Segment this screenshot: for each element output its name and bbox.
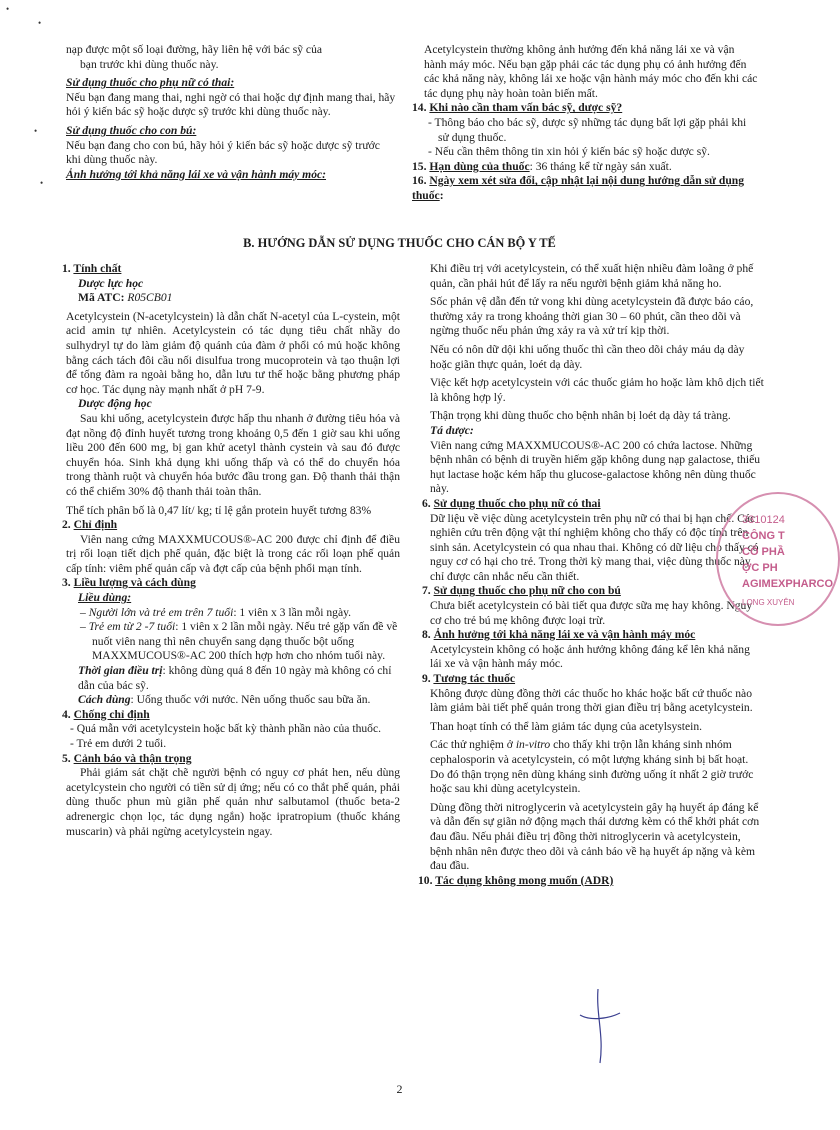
pharmacodynamics-text: Acetylcystein (N-acetylcystein) là dẫn chất N-acetyl của L-cystein, một acid amin tự nhiên. Acetylcystein có tác dụng tiêu chất nhầy do sulhydryl tự do làm giảm độ quánh của đàm ở phổi có mủ hoặc không bằng cách tách đôi cầu nối disulfua trong mucoprotein và tạo thuận lợi để tống đàm ra ngoài bằng ho, dẫn lưu tư thế hoặc bằng phương pháp cơ học. Tác dụng này mạnh nhất ở pH 7-9.	[66, 309, 400, 396]
section-14-heading: 14. Khi nào cần tham vấn bác sỹ, dược sỹ?	[412, 101, 623, 115]
pharmacokinetics-text: Thể tích phân bố là 0,47 lít/ kg; tỉ lệ gắn protein huyết tương 83%	[66, 503, 372, 517]
part-a-left-column	[66, 43, 396, 182]
pregnancy-text: Nếu bạn đang mang thai, nghi ngờ có thai hoặc dự định mang thai, hãy hỏi ý kiến bác sỹ hoặc dược sỹ trước khi dùng thuốc này.	[66, 90, 396, 119]
pharmacokinetics-title: Dược động học	[78, 397, 152, 411]
excipients-text: Viên nang cứng MAXXMUCOUS®-AC 200 có chứa lactose. Những bệnh nhân có bệnh di truyền hiếm gặp không dung nạp galactose, thiếu hụt lactase hoặc kém hấp thu glucose-galactose không nên dùng thuốc này.	[430, 438, 761, 496]
interaction-text: Không được dùng đồng thời các thuốc ho khác hoặc bất cứ thuốc nào làm giảm bài tiết phế quản trong thời gian điều trị bằng acetylcystein.	[430, 686, 753, 715]
pharmacodynamics-title: Dược lực học	[78, 276, 144, 290]
section-3-heading: 3. Liều lượng và cách dùng	[62, 576, 196, 590]
warnings-text: Thận trọng khi dùng thuốc cho bệnh nhân bị loét dạ dày tá tràng.	[430, 409, 731, 423]
section-4-heading: 4. Chống chỉ định	[62, 707, 150, 721]
signature-mark	[560, 985, 640, 1075]
margin-mark: •	[6, 4, 10, 14]
section-title-pregnancy: Sử dụng thuốc cho phụ nữ có thai:	[66, 76, 235, 90]
indication-text: Viên nang cứng MAXXMUCOUS®-AC 200 được chỉ định để điều trị rối loạn tiết dịch phế quản, đặc biệt là trong các rối loạn phế quản cấp tính: viêm phế quản cấp và đợt cấp của bệnh phổi mạn tính.	[66, 532, 400, 575]
driving-text: Acetylcystein thường không ảnh hưởng đến khả năng lái xe và vận hành máy móc. Nếu bạn gặp phải các tác dụng phụ có ảnh hưởng đến các khả năng này, không lái xe hoặc vận hành máy móc cho đến khi các tác dụng phụ này hoàn toàn biến mất.	[424, 43, 758, 100]
page-number: 2	[396, 1082, 403, 1096]
part-b-heading: B. HƯỚNG DẪN SỬ DỤNG THUỐC CHO CÁN BỘ Y TẾ	[243, 236, 556, 250]
section-16-heading: 16. Ngày xem xét sửa đổi, cập nhật lại nội dung hướng dẫn sử dụng thuốc:	[412, 174, 745, 202]
section-14-item: - Thông báo cho bác sỹ, dược sỹ những tác dụng bất lợi gặp phải khi sử dụng thuốc.	[428, 115, 747, 144]
warnings-text: Khi điều trị với acetylcystein, có thể xuất hiện nhiều đàm loãng ở phế quản, cần phải hút để lấy ra nếu người bệnh giảm khả năng ho.	[430, 262, 754, 290]
pharmacokinetics-text: Sau khi uống, acetylcystein được hấp thu nhanh ở đường tiêu hóa và đạt nồng độ đỉnh huyết tương trong khoảng 0,5 đến 1 giờ sau khi uống liều 200 đến 600 mg, bị gan khử acetyl thành cystein và sau đó được chuyển hóa. Sinh khả dụng khi uống thấp và có thể do chuyển hóa trong thành ruột và chuyển hóa bước đầu trong gan. Độ thanh thải thận có thể chiếm 30% độ thanh thải toàn thân.	[66, 411, 400, 498]
section-15-line: 15. Hạn dùng của thuốc: 36 tháng kể từ ngày sản xuất.	[412, 159, 672, 173]
company-stamp: 3310124 CÔNG T CỔ PHẦ ỢC PH AGIMEXPHARCO LONG XUYÊN	[716, 492, 840, 626]
section-8-heading: 8. Ảnh hưởng tới khả năng lái xe và vận hành máy móc	[422, 628, 696, 642]
section-2-heading: 2. Chỉ định	[62, 518, 118, 532]
section-7-heading: 7. Sử dụng thuốc cho phụ nữ cho con bú	[422, 584, 621, 598]
dosage-title: Liều dùng:	[78, 591, 132, 605]
lactation-text: Chưa biết acetylcystein có bài tiết qua được sữa mẹ hay không. Nguy cơ cho trẻ bú mẹ không được loại trừ.	[430, 599, 753, 627]
section-6-heading: 6. Sử dụng thuốc cho phụ nữ có thai	[422, 496, 601, 510]
warnings-text: Phải giám sát chặt chẽ người bệnh có nguy cơ phát hen, nếu dùng acetylcystein cho người có tiền sử dị ứng; nếu có co thắt phế quản, phải dùng thuốc phun mù giãn phế quản như salbutamol (thuốc beta-2 adrenergic chọn lọc, tác dụng ngắn) hoặc ipratropium (thuốc kháng muscarin) và phải ngừng acetylcystein ngay.	[66, 766, 400, 838]
driving-text: Acetylcystein không có hoặc ảnh hưởng không đáng kể lên khả năng lái xe và vận hành máy móc.	[430, 642, 750, 671]
section-10-heading: 10. Tác dụng không mong muốn (ADR)	[418, 873, 614, 887]
section-title-lactation: Sử dụng thuốc cho con bú:	[66, 123, 197, 137]
section-14-item: - Nếu cần thêm thông tin xin hỏi ý kiến bác sỹ hoặc dược sỹ.	[428, 145, 710, 159]
warnings-text: Sốc phản vệ dẫn đến tử vong khi dùng acetylcystein đã được báo cáo, thường xảy ra trong khoảng thời gian 30 – 60 phút, cần theo dõi và ngừng thuốc nếu phản ứng xảy ra và xử trí kịp thời.	[430, 295, 754, 338]
text-line: bạn trước khi dùng thuốc này.	[80, 57, 219, 71]
section-title-driving: Ảnh hưởng tới khả năng lái xe và vận hành máy móc:	[66, 167, 327, 181]
section-1-heading: 1. Tính chất	[62, 262, 122, 275]
margin-mark: •	[38, 18, 42, 28]
warnings-text: Việc kết hợp acetylcystein với các thuốc giảm ho hoặc làm khô dịch tiết là không hợp lý.	[430, 376, 764, 404]
atc-code: Mã ATC: R05CB01	[78, 291, 173, 305]
interaction-text: Than hoạt tính có thể làm giảm tác dụng của acetylsystein.	[430, 719, 703, 733]
interaction-text: Dùng đồng thời nitroglycerin và acetylcystein gây hạ huyết áp đáng kể và dẫn đến sự giãn nở động mạch thái dương kèm có thể khởi phát cơn đau đầu. Nếu phải điều trị đồng thời nitroglycerin và acetylcystein, bệnh nhân nên được theo dõi và cảnh báo về hạ huyết áp nặng và kèm đau đầu.	[430, 800, 760, 873]
part-b-left-column	[62, 262, 400, 839]
excipients-title: Tá dược:	[430, 423, 474, 437]
margin-mark: •	[34, 126, 38, 136]
pregnancy-text: Dữ liệu về việc dùng acetylcystein trên phụ nữ có thai bị hạn chế. Các nghiên cứu trên động vật thí nghiệm không cho thấy có độc tính trên sinh sản. Acetylcystein có qua nhau thai. Không có dữ liệu cho thấy có nguy cơ có hại cho trẻ. Trong thời kỳ mang thai, việc dùng thuốc này chỉ được cân nhắc nếu cần thiết.	[430, 511, 759, 583]
warnings-text: Nếu có nôn dữ dội khi uống thuốc thì cần theo dõi chảy máu dạ dày hoặc giãn thực quản, loét dạ dày.	[430, 342, 745, 371]
section-5-heading: 5. Cảnh báo và thận trọng	[62, 751, 192, 765]
dosage-item: – Người lớn và trẻ em trên 7 tuổi: 1 viên x 3 lần mỗi ngày.	[80, 605, 352, 619]
section-9-heading: 9. Tương tác thuốc	[422, 672, 516, 686]
part-b-right-column	[418, 262, 764, 888]
contraindication-item: - Quá mẫn với acetylcystein hoặc bất kỳ thành phần nào của thuốc.	[70, 722, 382, 736]
interaction-text: Các thử nghiệm ở in-vitro cho thấy khi trộn lẫn kháng sinh nhóm cephalosporin và acetylcystein, có một lượng kháng sinh bị bất hoạt. Do đó thận trọng nên dùng kháng sinh đường uống ít nhất 2 giờ trước hoặc sau khi dùng acetylcystein.	[430, 738, 754, 796]
treatment-duration: Thời gian điều trị: không dùng quá 8 đến 10 ngày mà không có chỉ dẫn của bác sỹ.	[78, 664, 392, 692]
margin-mark: •	[40, 178, 44, 188]
dosage-item: – Trẻ em từ 2 -7 tuổi: 1 viên x 2 lần mỗi ngày. Nếu trẻ gặp vấn đề về nuốt viên nang thì nên chuyển sang dạng thuốc bột uống MAXXMUCOUS®-AC 200 thích hợp hơn cho nhóm tuổi này.	[80, 620, 398, 663]
part-a-right-column	[412, 43, 758, 204]
text-line: nạp được một số loại đường, hãy liên hệ với bác sỹ của	[66, 43, 323, 56]
lactation-text: Nếu bạn đang cho con bú, hãy hỏi ý kiến bác sỹ hoặc dược sỹ trước khi dùng thuốc này.	[66, 138, 380, 167]
contraindication-item: - Trẻ em dưới 2 tuổi.	[70, 737, 167, 750]
administration: Cách dùng: Uống thuốc với nước. Nên uống thuốc sau bữa ăn.	[78, 693, 371, 707]
